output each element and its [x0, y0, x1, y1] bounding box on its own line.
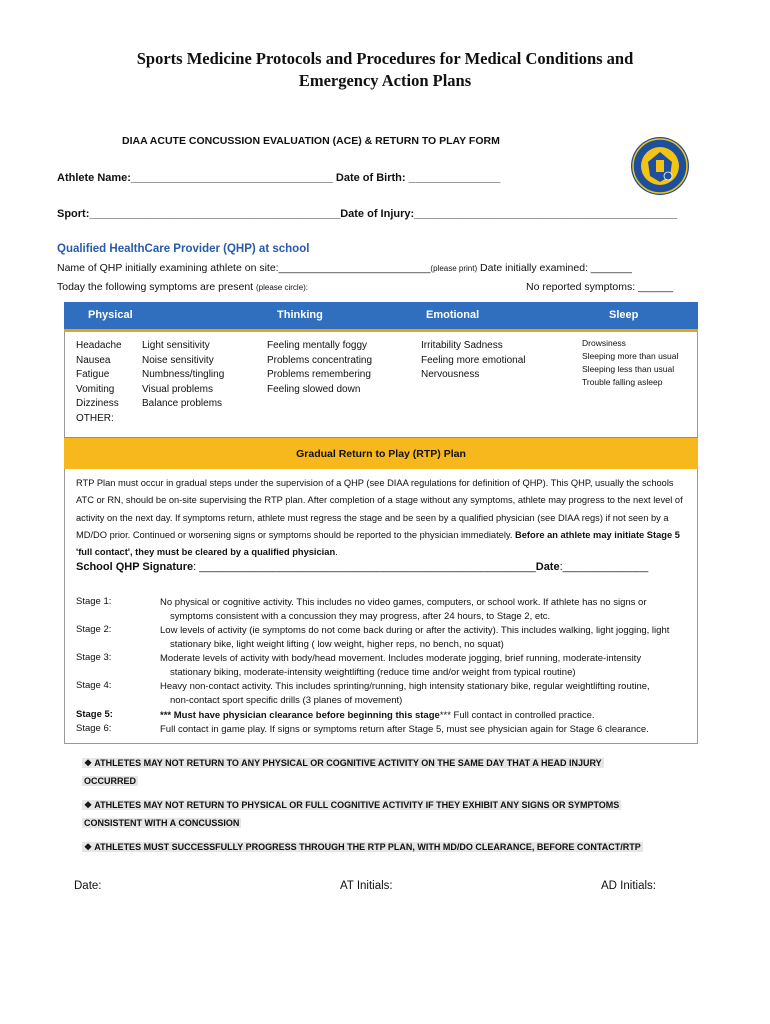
stage-text-cont: symptoms consistent with a concussion they may progress, after 24 hours, to Stage 2, etc.: [170, 610, 551, 622]
symptom-item[interactable]: Irritability Sadness: [421, 340, 503, 351]
footer-date-field[interactable]: Date:: [74, 880, 102, 892]
rtp-plan-description: [76, 475, 688, 561]
symptom-other[interactable]: OTHER:: [76, 412, 114, 424]
diaa-seal-logo: [630, 136, 690, 196]
date-examined-field[interactable]: Date initially examined: _______: [477, 262, 632, 274]
warning-line: CONSISTENT WITH A CONCUSSION: [84, 818, 240, 828]
stage-4-text: [160, 680, 720, 707]
stage-5-label: Stage 5:: [76, 709, 113, 720]
emotional-symptoms-list: [421, 339, 526, 383]
warning-line: OCCURRED: [84, 776, 137, 786]
symptom-item[interactable]: Nausea: [76, 354, 111, 366]
symptom-item[interactable]: Light sensitivity: [142, 340, 210, 351]
symptom-item[interactable]: Problems concentrating: [267, 354, 373, 366]
header-sleep: Sleep: [609, 309, 639, 321]
stage-1-text: [160, 596, 720, 623]
qhp-heading: Qualified HealthCare Provider (QHP) at school: [57, 243, 310, 255]
document-title: [60, 48, 710, 92]
symptom-item[interactable]: Nervousness: [421, 369, 480, 380]
symptom-item[interactable]: Visual problems: [142, 383, 213, 395]
stage-2-text: [160, 624, 720, 651]
rtp-plan-heading: Gradual Return to Play (RTP) Plan: [64, 437, 698, 469]
qhp-name-line[interactable]: [57, 262, 632, 274]
title-line-2: Emergency Action Plans: [298, 71, 472, 90]
signature-date-label: Date: [535, 561, 560, 573]
symptom-item[interactable]: Numbness/tingling: [142, 369, 225, 380]
stage-6-text: Full contact in game play. If signs or symptoms return after Stage 5, must see physician again for Stage 6 clearance.: [160, 724, 649, 735]
symptom-item[interactable]: Balance problems: [142, 398, 223, 409]
sleep-symptoms-list: [582, 337, 678, 389]
symptom-item[interactable]: Feeling slowed down: [267, 383, 361, 395]
stage-text-line: Low levels of activity (ie symptoms do not come back during or after the activity). This includes walking, light jogging, light: [160, 625, 670, 636]
qhp-name-field[interactable]: Name of QHP initially examining athlete on site:__________________________: [57, 262, 431, 274]
header-thinking: Thinking: [277, 309, 323, 321]
symptoms-present-label: Today the following symptoms are present: [57, 281, 257, 293]
symptom-item[interactable]: Sleeping less than usual: [582, 364, 675, 374]
athlete-name-dob-line[interactable]: Athlete Name:_________________________________ Date of Birth: _______________: [57, 172, 501, 184]
rtp-text-bold: Before an athlete may initiate Stage 5 'full contact', they must be cleared by a qualified physician: [76, 529, 680, 558]
stage-3-text: [160, 652, 720, 679]
warning-same-day: [82, 754, 654, 790]
signature-field[interactable]: : _______________________________________________________: [193, 561, 536, 573]
stage-4-label: Stage 4:: [76, 680, 112, 691]
please-print-note: (please print): [430, 264, 478, 273]
symptoms-present-line: [57, 281, 308, 293]
stage-5-rest: *** Full contact in controlled practice.: [439, 710, 595, 721]
warning-signs-symptoms: [82, 796, 654, 832]
title-line-1: Sports Medicine Protocols and Procedures for Medical Conditions and: [136, 49, 634, 68]
qhp-signature-line[interactable]: [76, 561, 648, 573]
stage-text-line: Heavy non-contact activity. This includes sprinting/running, high intensity stationary bike, regular weightlifting routine,: [160, 681, 650, 692]
stage-3-label: Stage 3:: [76, 652, 112, 663]
signature-label: School QHP Signature: [76, 561, 194, 573]
stage-text-cont: stationary biking, moderate-intensity weightlifting (reduce time and/or weight from typical routine): [170, 666, 576, 678]
physical-symptoms-list-a: [76, 339, 122, 426]
warning-line: ❖ ATHLETES MAY NOT RETURN TO PHYSICAL OR FULL COGNITIVE ACTIVITY IF THEY EXHIBIT ANY SIGNS OR SYMPTOMS: [84, 800, 620, 810]
symptom-item[interactable]: Trouble falling asleep: [582, 377, 663, 387]
symptom-item[interactable]: Feeling more emotional: [421, 354, 526, 366]
stage-text-line: No physical or cognitive activity. This includes no video games, computers, or school work. If athlete has no signs or: [160, 597, 647, 608]
symptom-item[interactable]: Dizziness: [76, 398, 119, 409]
form-title: DIAA ACUTE CONCUSSION EVALUATION (ACE) & RETURN TO PLAY FORM: [122, 135, 500, 147]
warning-line: ❖ ATHLETES MAY NOT RETURN TO ANY PHYSICAL OR COGNITIVE ACTIVITY ON THE SAME DAY THAT A HEAD INJURY: [84, 758, 602, 768]
symptom-item[interactable]: Sleeping more than usual: [582, 351, 679, 361]
header-emotional: Emotional: [426, 309, 480, 321]
footer-ad-initials-field[interactable]: AD Initials:: [601, 880, 656, 892]
symptom-item[interactable]: Noise sensitivity: [142, 354, 214, 366]
warning-line: ❖ ATHLETES MUST SUCCESSFULLY PROGRESS THROUGH THE RTP PLAN, WITH MD/DO CLEARANCE, BEFORE CONTACT/RTP: [84, 842, 641, 852]
footer-at-initials-field[interactable]: AT Initials:: [340, 880, 393, 892]
rtp-text-end: .: [335, 547, 338, 558]
signature-date-field[interactable]: :______________: [559, 561, 649, 573]
sport-injury-date-line[interactable]: Sport:_________________________________________Date of Injury:___________________________________________: [57, 208, 678, 220]
symptom-item[interactable]: Headache: [76, 340, 122, 351]
header-physical: Physical: [88, 309, 133, 321]
no-reported-symptoms-field[interactable]: No reported symptoms: ______: [526, 281, 674, 293]
stage-1-label: Stage 1:: [76, 596, 112, 607]
symptom-category-header: [64, 302, 698, 332]
stage-text-cont: stationary bike, light weight lifting ( low weight, higher reps, no bench, no squat): [170, 638, 504, 650]
stage-2-label: Stage 2:: [76, 624, 112, 635]
rtp-text-body: RTP Plan must occur in gradual steps under the supervision of a QHP (see DIAA regulations for definition of QHP). This QHP, usually the schools ATC or RN, should be on-site supervising the RTP plan. After completion of a stage without any symptoms, athlete may progress to the next level of activity on the next day. If symptoms return, athlete must regress the stage and be seen by a qualified physician (see DIAA regs) if not seen by a MD/DO prior. Continued or worsening signs or symptoms should be reported to the physician immediately.: [76, 478, 683, 540]
stage-text-line: Moderate levels of activity with body/head movement. Includes moderate jogging, brief running, moderate-intensity: [160, 653, 642, 664]
stage-5-text: [160, 709, 720, 723]
symptom-item[interactable]: Problems remembering: [267, 369, 371, 380]
symptom-item[interactable]: Fatigue: [76, 369, 110, 380]
stage-6-label: Stage 6:: [76, 723, 112, 734]
please-circle-note: (please circle):: [256, 283, 309, 292]
physical-symptoms-list-b: [142, 339, 224, 412]
thinking-symptoms-list: [267, 339, 372, 397]
symptom-item[interactable]: Vomiting: [76, 383, 115, 395]
stage-text-cont: non-contact sport specific drills (3 planes of movement): [170, 694, 403, 706]
symptom-item[interactable]: Drowsiness: [582, 338, 626, 348]
stage-5-bold: *** Must have physician clearance before beginning this stage: [160, 710, 440, 721]
warning-rtp-progress: [82, 838, 654, 856]
symptom-item[interactable]: Feeling mentally foggy: [267, 340, 368, 351]
